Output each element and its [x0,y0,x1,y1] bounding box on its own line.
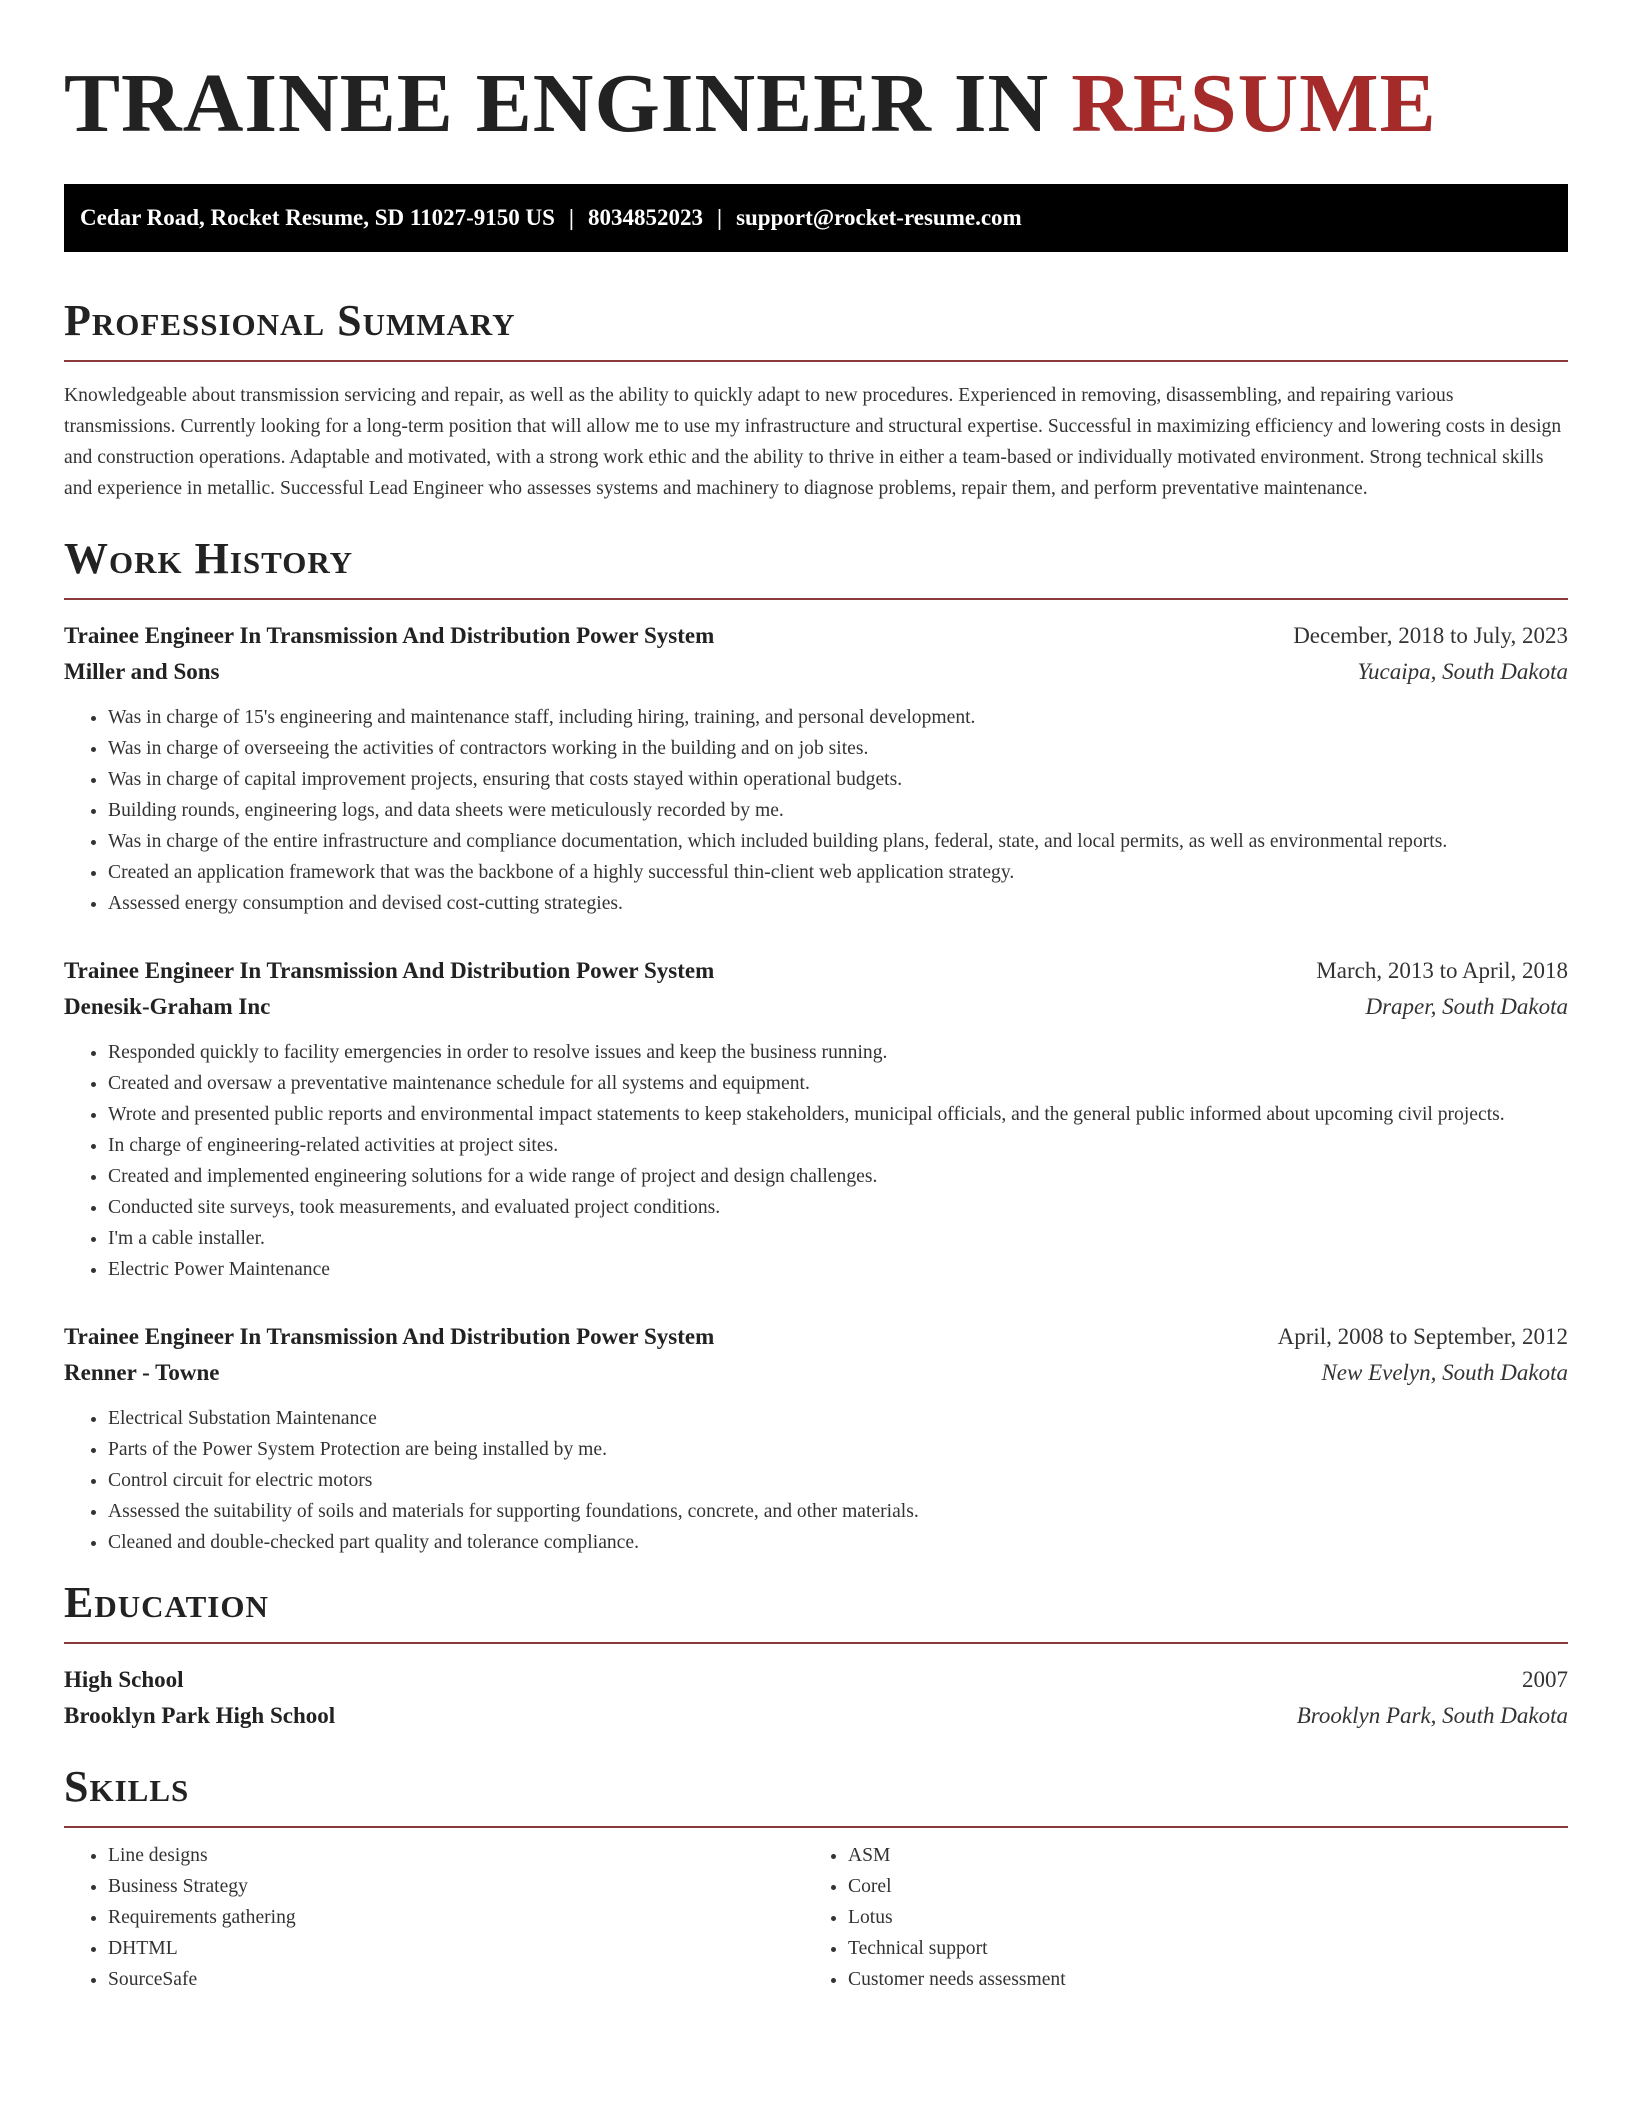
list-item: • Was in charge of capital improvement projects, ensuring that costs stayed within operational budgets. [108,764,1568,795]
contact-email[interactable]: support@rocket-resume.com [736,205,1022,230]
section-heading-work-history: Work History [64,534,354,583]
job-bullets [64,702,1568,919]
job-dates: April, 2008 to September, 2012 [1277,1324,1568,1349]
job-location: New Evelyn, South Dakota [1321,1360,1568,1385]
section-heading-education: Education [64,1578,269,1627]
job-dates: December, 2018 to July, 2023 [1293,623,1568,648]
education-year: 2007 [1522,1667,1568,1692]
contact-separator: | [716,205,723,230]
list-item: • Was in charge of the entire infrastructure and compliance documentation, which included building plans, federal, state, and local permits, as well as environmental reports. [108,826,1568,857]
list-item: • Responded quickly to facility emergencies in order to resolve issues and keep the business running. [108,1037,1568,1068]
skills-column-right [804,1840,1544,1995]
list-item: • Was in charge of overseeing the activities of contractors working in the building and on job sites. [108,733,1568,764]
list-item: • Assessed energy consumption and devised cost-cutting strategies. [108,888,1568,919]
job-bullets [64,1037,1568,1285]
work-history-section [64,534,1568,1558]
contact-separator: | [568,205,574,230]
job-title: Trainee Engineer In Transmission And Distribution Power System [64,623,715,648]
skill-item: • DHTML [108,1933,804,1964]
skill-item: • Customer needs assessment [848,1964,1544,1995]
job-bullets [64,1403,1568,1558]
skill-item: • ASM [848,1840,1544,1871]
title-accent: RESUME [1071,57,1437,150]
skills-list [804,1840,1544,1995]
company-name: Renner - Towne [64,1360,220,1385]
skill-item: • Business Strategy [108,1871,804,1902]
job-entry [64,618,1568,919]
contact-bar [64,184,1568,252]
skill-item: • Corel [848,1871,1544,1902]
skill-item: • Technical support [848,1933,1544,1964]
list-item: • Electrical Substation Maintenance [108,1403,1568,1434]
list-item: • Created an application framework that was the backbone of a highly successful thin-client web application strategy. [108,857,1568,888]
skills-section [64,1762,1568,1995]
summary-section [64,296,1568,504]
section-divider [64,360,1568,362]
company-name: Denesik-Graham Inc [64,994,271,1019]
list-item: • Conducted site surveys, took measurements, and evaluated project conditions. [108,1192,1568,1223]
list-item: • Created and oversaw a preventative maintenance schedule for all systems and equipment. [108,1068,1568,1099]
summary-text: Knowledgeable about transmission servicing and repair, as well as the ability to quickly adapt to new procedures. Experienced in removing, disassembling, and repairing various transmissions. Currently looking for a long-term position that will allow me to use my infrastructure and structural expertise. Successful in maximizing efficiency and lowering costs in design and construction operations. Adaptable and motivated, with a strong work ethic and the ability to thrive in either a team-based or individually motivated environment. Strong technical skills and experience in metallic. Successful Lead Engineer who assesses systems and machinery to diagnose problems, repair them, and perform preventative maintenance. [64,385,1562,499]
list-item: • Parts of the Power System Protection are being installed by me. [108,1434,1568,1465]
section-divider [64,598,1568,600]
contact-address: Cedar Road, Rocket Resume, SD 11027-9150 US [80,205,555,230]
job-entry [64,1319,1568,1558]
job-title: Trainee Engineer In Transmission And Distribution Power System [64,1324,715,1349]
title-main: TRAINEE ENGINEER IN [64,57,1072,150]
school-name: Brooklyn Park High School [64,1703,336,1728]
school-location: Brooklyn Park, South Dakota [1296,1703,1568,1728]
job-location: Yucaipa, South Dakota [1357,659,1568,684]
list-item: • Building rounds, engineering logs, and data sheets were meticulously recorded by me. [108,795,1568,826]
job-title: Trainee Engineer In Transmission And Distribution Power System [64,958,715,983]
section-divider [64,1642,1568,1644]
job-dates: March, 2013 to April, 2018 [1316,958,1568,983]
skills-grid [64,1840,1568,1995]
list-item: • Wrote and presented public reports and environmental impact statements to keep stakeholders, municipal officials, and the general public informed about upcoming civil projects. [108,1099,1568,1130]
list-item: • I'm a cable installer. [108,1223,1568,1254]
list-item: • Was in charge of 15's engineering and maintenance staff, including hiring, training, and personal development. [108,702,1568,733]
list-item: • In charge of engineering-related activities at project sites. [108,1130,1568,1161]
job-location: Draper, South Dakota [1365,994,1568,1019]
skill-item: • Line designs [108,1840,804,1871]
list-item: • Created and implemented engineering solutions for a wide range of project and design challenges. [108,1161,1568,1192]
section-divider [64,1826,1568,1828]
list-item: • Electric Power Maintenance [108,1254,1568,1285]
skills-list [64,1840,804,1995]
contact-phone[interactable]: 8034852023 [587,205,703,230]
section-heading-summary: Professional Summary [64,296,516,345]
company-name: Miller and Sons [64,659,220,684]
skill-item: • Requirements gathering [108,1902,804,1933]
section-heading-skills: Skills [64,1762,190,1811]
list-item: • Control circuit for electric motors [108,1465,1568,1496]
education-degree: High School [64,1667,184,1692]
resume-page [64,0,1568,1995]
page-title [64,58,1568,150]
skills-column-left [64,1840,804,1995]
list-item: • Assessed the suitability of soils and materials for supporting foundations, concrete, and other materials. [108,1496,1568,1527]
skill-item: • Lotus [848,1902,1544,1933]
job-entry [64,953,1568,1285]
education-section [64,1578,1568,1734]
skill-item: • SourceSafe [108,1964,804,1995]
list-item: • Cleaned and double-checked part quality and tolerance compliance. [108,1527,1568,1558]
education-entry [64,1662,1568,1734]
